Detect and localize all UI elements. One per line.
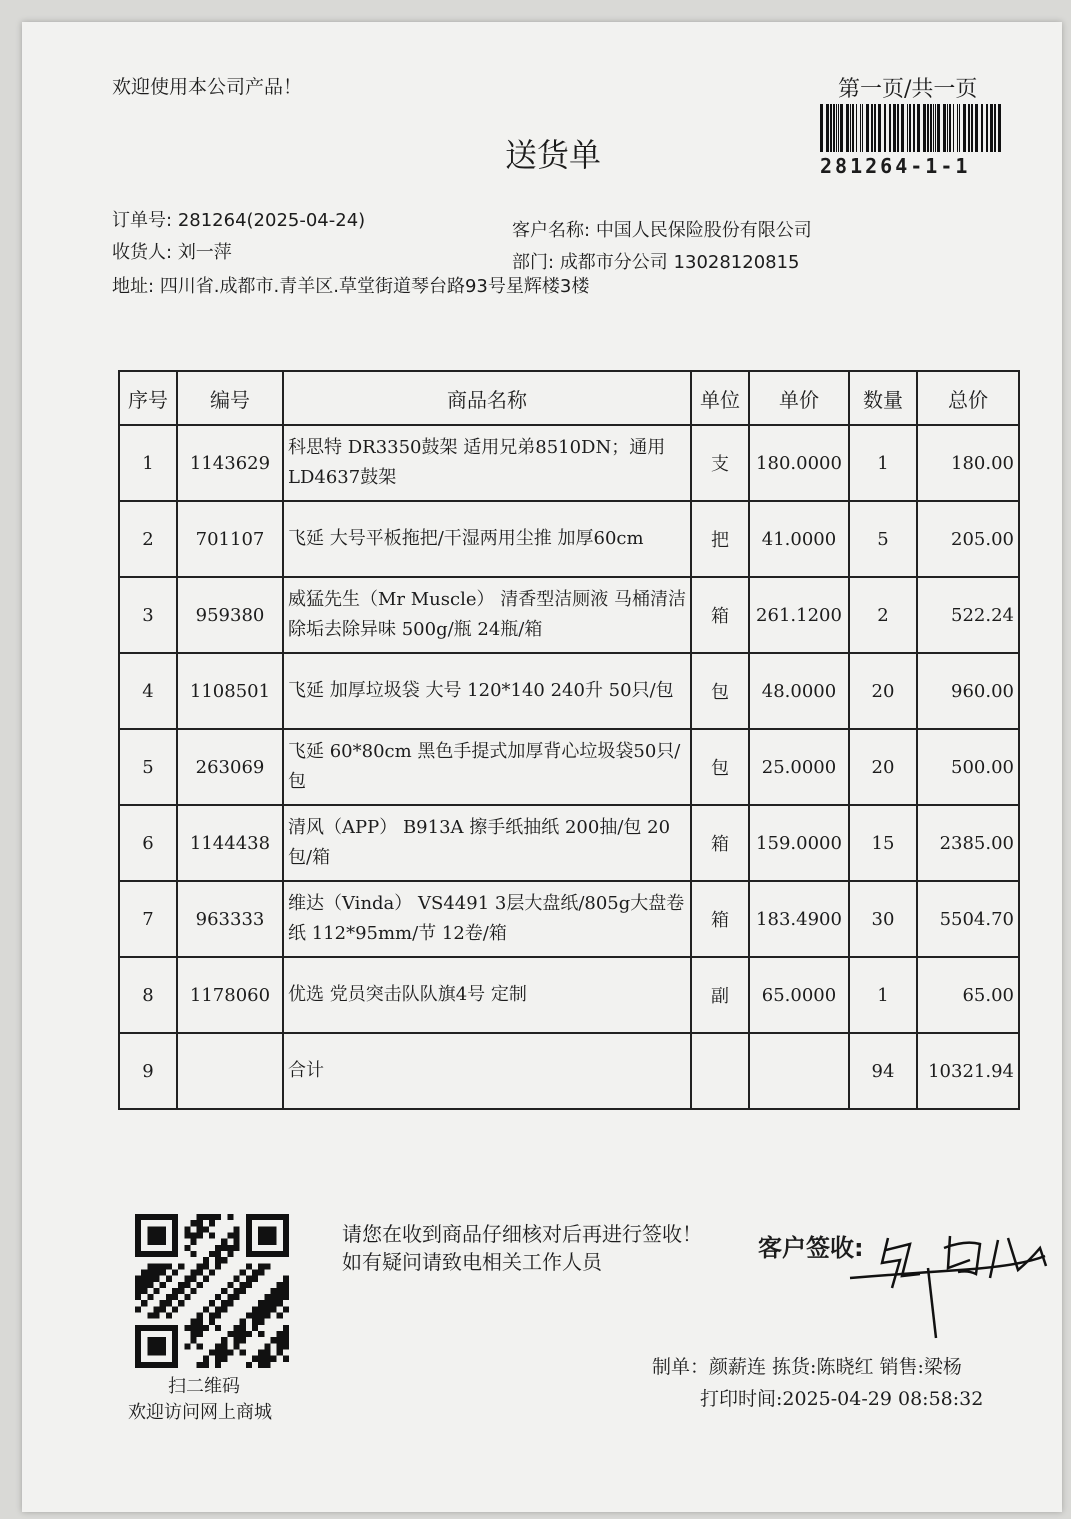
- barcode-icon: [820, 104, 1002, 152]
- cell-seq: 1: [119, 425, 177, 501]
- cell-seq: 3: [119, 577, 177, 653]
- order-number-line: [112, 206, 365, 232]
- customer-line: [512, 216, 812, 242]
- order-number-value: 281264(2025-04-24): [177, 210, 366, 231]
- cell-name: 科思特 DR3350鼓架 适用兄弟8510DN；通用LD4637鼓架: [283, 425, 691, 501]
- cell-qty: 2: [849, 577, 917, 653]
- header-qty: 数量: [849, 371, 917, 425]
- header-total: 总价: [917, 371, 1019, 425]
- header-seq: 序号: [119, 371, 177, 425]
- header-unit: 单位: [691, 371, 749, 425]
- cell-price: 261.1200: [749, 577, 849, 653]
- cell-total: 960.00: [917, 653, 1019, 729]
- department-line: [512, 248, 800, 274]
- table-row: [119, 805, 1019, 881]
- table-total-row: [119, 1033, 1019, 1109]
- customer-label: 客户名称:: [512, 220, 591, 241]
- address-line: [112, 272, 589, 298]
- cell-total: 10321.94: [917, 1033, 1019, 1109]
- qr-code-icon[interactable]: [135, 1214, 289, 1368]
- cell-code: 1143629: [177, 425, 283, 501]
- header-code: 编号: [177, 371, 283, 425]
- address-label: 地址:: [112, 276, 155, 297]
- cell-qty: 20: [849, 729, 917, 805]
- cell-price: 41.0000: [749, 501, 849, 577]
- cell-seq: 9: [119, 1033, 177, 1109]
- table-header-row: [119, 371, 1019, 425]
- handwritten-signature: [840, 1208, 1060, 1348]
- staff-line: 制单：颜薪连 拣货:陈晓红 销售:梁杨: [652, 1356, 962, 1378]
- order-number-label: 订单号:: [112, 210, 173, 231]
- cell-price: [749, 1033, 849, 1109]
- customer-sign-label: 客户签收:: [758, 1234, 864, 1262]
- cell-total: 5504.70: [917, 881, 1019, 957]
- table-row: [119, 957, 1019, 1033]
- cell-qty: 94: [849, 1033, 917, 1109]
- cell-name: 优选 党员突击队队旗4号 定制: [283, 957, 691, 1033]
- header-name: 商品名称: [283, 371, 691, 425]
- cell-unit: [691, 1033, 749, 1109]
- table-row: [119, 501, 1019, 577]
- cell-qty: 5: [849, 501, 917, 577]
- cell-unit: 箱: [691, 805, 749, 881]
- print-time: 打印时间:2025-04-29 08:58:32: [700, 1388, 984, 1410]
- cell-code: 1178060: [177, 957, 283, 1033]
- cell-name: 威猛先生（Mr Muscle） 清香型洁厕液 马桶清洁除垢去除异味 500g/瓶 24瓶/箱: [283, 577, 691, 653]
- cell-unit: 箱: [691, 881, 749, 957]
- cell-code: 1144438: [177, 805, 283, 881]
- cell-name: 飞延 60*80cm 黑色手提式加厚背心垃圾袋50只/包: [283, 729, 691, 805]
- goods-table: [118, 370, 1020, 1110]
- cell-qty: 30: [849, 881, 917, 957]
- cell-seq: 8: [119, 957, 177, 1033]
- table-row: [119, 881, 1019, 957]
- cell-code: 263069: [177, 729, 283, 805]
- table-row: [119, 729, 1019, 805]
- table-row: [119, 577, 1019, 653]
- cell-name: 清风（APP） B913A 擦手纸抽纸 200抽/包 20包/箱: [283, 805, 691, 881]
- cell-seq: 6: [119, 805, 177, 881]
- cell-qty: 20: [849, 653, 917, 729]
- cell-code: 959380: [177, 577, 283, 653]
- receiver-value: 刘一萍: [177, 242, 232, 263]
- barcode-number: 281264-1-1: [820, 154, 971, 178]
- cell-seq: 7: [119, 881, 177, 957]
- cell-code: 963333: [177, 881, 283, 957]
- cell-unit: 支: [691, 425, 749, 501]
- cell-code: 701107: [177, 501, 283, 577]
- cell-unit: 副: [691, 957, 749, 1033]
- cell-total: 180.00: [917, 425, 1019, 501]
- customer-value: 中国人民保险股份有限公司: [595, 220, 812, 241]
- qr-caption-visit: 欢迎访问网上商城: [128, 1402, 272, 1423]
- table-row: [119, 653, 1019, 729]
- cell-total: 500.00: [917, 729, 1019, 805]
- page-info: 第一页/共一页: [838, 77, 978, 102]
- cell-price: 180.0000: [749, 425, 849, 501]
- cell-seq: 4: [119, 653, 177, 729]
- notice-text: 请您在收到商品仔细核对后再进行签收！如有疑问请致电相关工作人员: [342, 1222, 702, 1274]
- header-price: 单价: [749, 371, 849, 425]
- receiver-label: 收货人:: [112, 242, 173, 263]
- cell-name: 合计: [283, 1033, 691, 1109]
- cell-price: 65.0000: [749, 957, 849, 1033]
- cell-code: [177, 1033, 283, 1109]
- welcome-text: 欢迎使用本公司产品！: [112, 76, 303, 98]
- cell-seq: 5: [119, 729, 177, 805]
- cell-code: 1108501: [177, 653, 283, 729]
- department-label: 部门:: [512, 252, 555, 273]
- cell-total: 2385.00: [917, 805, 1019, 881]
- cell-price: 159.0000: [749, 805, 849, 881]
- qr-caption-scan: 扫二维码: [168, 1376, 240, 1397]
- table-row: [119, 425, 1019, 501]
- cell-unit: 把: [691, 501, 749, 577]
- page-title: 送货单: [505, 136, 602, 174]
- cell-seq: 2: [119, 501, 177, 577]
- cell-total: 65.00: [917, 957, 1019, 1033]
- department-value: 成都市分公司 13028120815: [559, 252, 800, 273]
- cell-price: 183.4900: [749, 881, 849, 957]
- cell-qty: 15: [849, 805, 917, 881]
- cell-unit: 包: [691, 729, 749, 805]
- address-value: 四川省.成都市.青羊区.草堂街道琴台路93号星辉楼3楼: [159, 276, 590, 297]
- cell-price: 25.0000: [749, 729, 849, 805]
- cell-total: 522.24: [917, 577, 1019, 653]
- cell-unit: 包: [691, 653, 749, 729]
- cell-qty: 1: [849, 425, 917, 501]
- cell-name: 飞延 大号平板拖把/干湿两用尘推 加厚60cm: [283, 501, 691, 577]
- cell-qty: 1: [849, 957, 917, 1033]
- cell-total: 205.00: [917, 501, 1019, 577]
- cell-price: 48.0000: [749, 653, 849, 729]
- cell-unit: 箱: [691, 577, 749, 653]
- cell-name: 维达（Vinda） VS4491 3层大盘纸/805g大盘卷纸 112*95mm/节 12卷/箱: [283, 881, 691, 957]
- receiver-line: [112, 238, 232, 264]
- cell-name: 飞延 加厚垃圾袋 大号 120*140 240升 50只/包: [283, 653, 691, 729]
